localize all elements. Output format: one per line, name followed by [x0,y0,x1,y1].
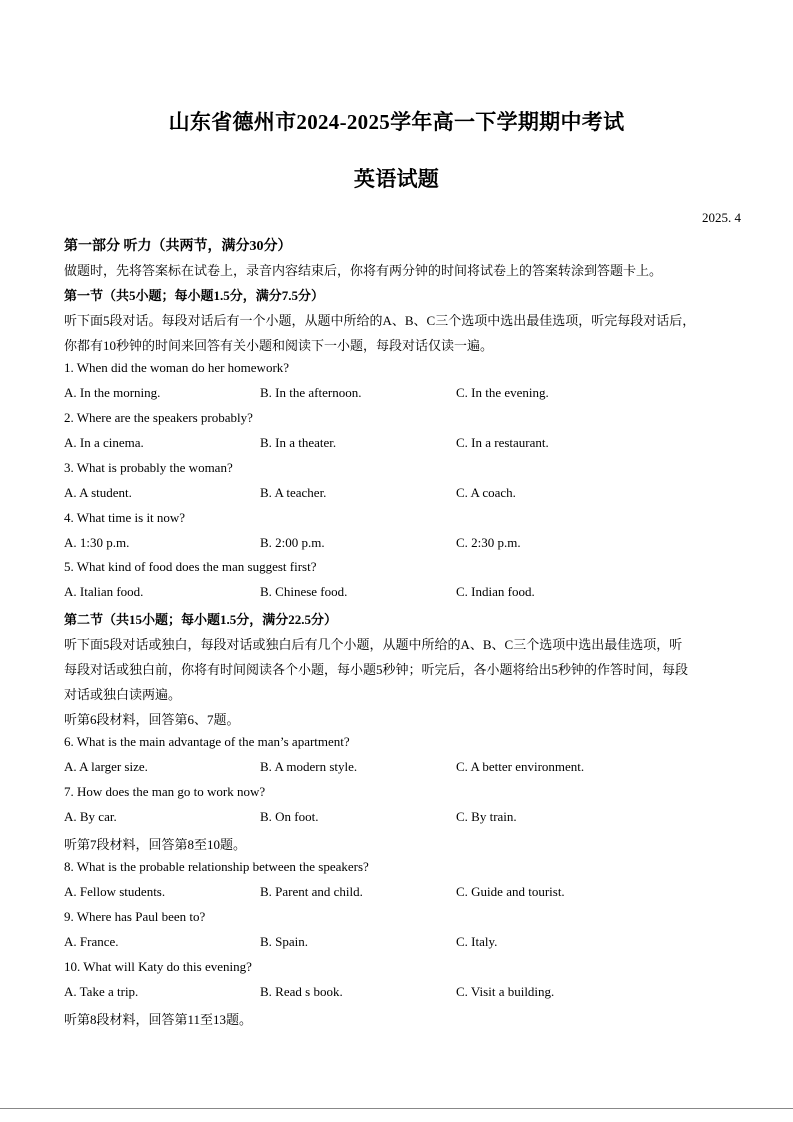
q2-option-a: A. In a cinema. [64,435,144,450]
q8-option-c: C. Guide and tourist. [456,884,565,899]
q7-option-a: A. By car. [64,809,117,824]
q3-option-b: B. A teacher. [260,485,327,500]
q4-option-c: C. 2:30 p.m. [456,535,521,550]
section2-heading: 第二节（共15小题；每小题1.5分，满分22.5分） [64,612,338,627]
q9-option-b: B. Spain. [260,934,309,949]
q9-option-a: A. France. [64,934,119,949]
section2-intro-line2: 每段对话或独白前，你将有时间阅读各个小题，每小题5秒钟；听完后，各小题将给出5秒钟的作答时间，每段 [64,662,689,677]
section1-intro-line1: 听下面5段对话。每段对话后有一个小题，从题中所给的A、B、C三个选项中选出最佳选项，听完每段对话后， [64,313,696,328]
section2-intro-line1: 听下面5段对话或独白，每段对话或独白后有几个小题，从题中所给的A、B、C三个选项中选出最佳选项，听 [64,637,683,652]
q2-option-b: B. In a theater. [260,435,337,450]
page-bottom-rule [0,1108,793,1109]
section1-intro-line2: 你都有10秒钟的时间来回答有关小题和阅读下一小题，每段对话仅读一遍。 [64,338,494,353]
q8-option-a: A. Fellow students. [64,884,166,899]
q3-option-c: C. A coach. [456,485,516,500]
material-8-note: 听第8段材料，回答第11至13题。 [64,1012,253,1027]
q3-option-a: A. A student. [64,485,132,500]
part1-heading: 第一部分 听力（共两节，满分30分） [64,239,292,254]
q8-option-b: B. Parent and child. [260,884,363,899]
q1-option-c: C. In the evening. [456,385,549,400]
part1-instruction: 做题时，先将答案标在试卷上，录音内容结束后，你将有两分钟的时间将试卷上的答案转涂到答题卡上。 [64,263,663,278]
section2-intro-line3: 对话或独白读两遍。 [64,687,182,702]
question-3: 3. What is probably the woman? [64,460,233,475]
question-8: 8. What is the probable relationship between the speakers? [64,859,369,874]
question-1: 1. When did the woman do her homework? [64,360,290,375]
question-4: 4. What time is it now? [64,510,186,525]
q1-option-a: A. In the morning. [64,385,161,400]
q10-option-a: A. Take a trip. [64,984,139,999]
exam-date: 2025. 4 [702,210,741,225]
material-6-note: 听第6段材料，回答第6、7题。 [64,712,240,727]
exam-subtitle: 英语试题 [353,167,440,191]
q10-option-b: B. Read s book. [260,984,343,999]
q5-option-b: B. Chinese food. [260,584,348,599]
material-7-note: 听第7段材料，回答第8至10题。 [64,837,247,852]
q10-option-c: C. Visit a building. [456,984,555,999]
q6-option-c: C. A better environment. [456,759,585,774]
section1-heading: 第一节（共5小题；每小题1.5分，满分7.5分） [64,288,325,303]
question-6: 6. What is the main advantage of the man’s apartment? [64,734,350,749]
q2-option-c: C. In a restaurant. [456,435,549,450]
question-9: 9. Where has Paul been to? [64,909,206,924]
q5-option-c: C. Indian food. [456,584,535,599]
question-5: 5. What kind of food does the man suggest first? [64,559,317,574]
q7-option-b: B. On foot. [260,809,319,824]
exam-title: 山东省德州市2024-2025学年高一下学期期中考试 [168,110,625,134]
q6-option-b: B. A modern style. [260,759,358,774]
q5-option-a: A. Italian food. [64,584,144,599]
q1-option-b: B. In the afternoon. [260,385,362,400]
question-7: 7. How does the man go to work now? [64,784,266,799]
q9-option-c: C. Italy. [456,934,498,949]
q4-option-a: A. 1:30 p.m. [64,535,130,550]
q7-option-c: C. By train. [456,809,517,824]
q6-option-a: A. A larger size. [64,759,148,774]
q4-option-b: B. 2:00 p.m. [260,535,325,550]
question-2: 2. Where are the speakers probably? [64,410,253,425]
question-10: 10. What will Katy do this evening? [64,959,252,974]
